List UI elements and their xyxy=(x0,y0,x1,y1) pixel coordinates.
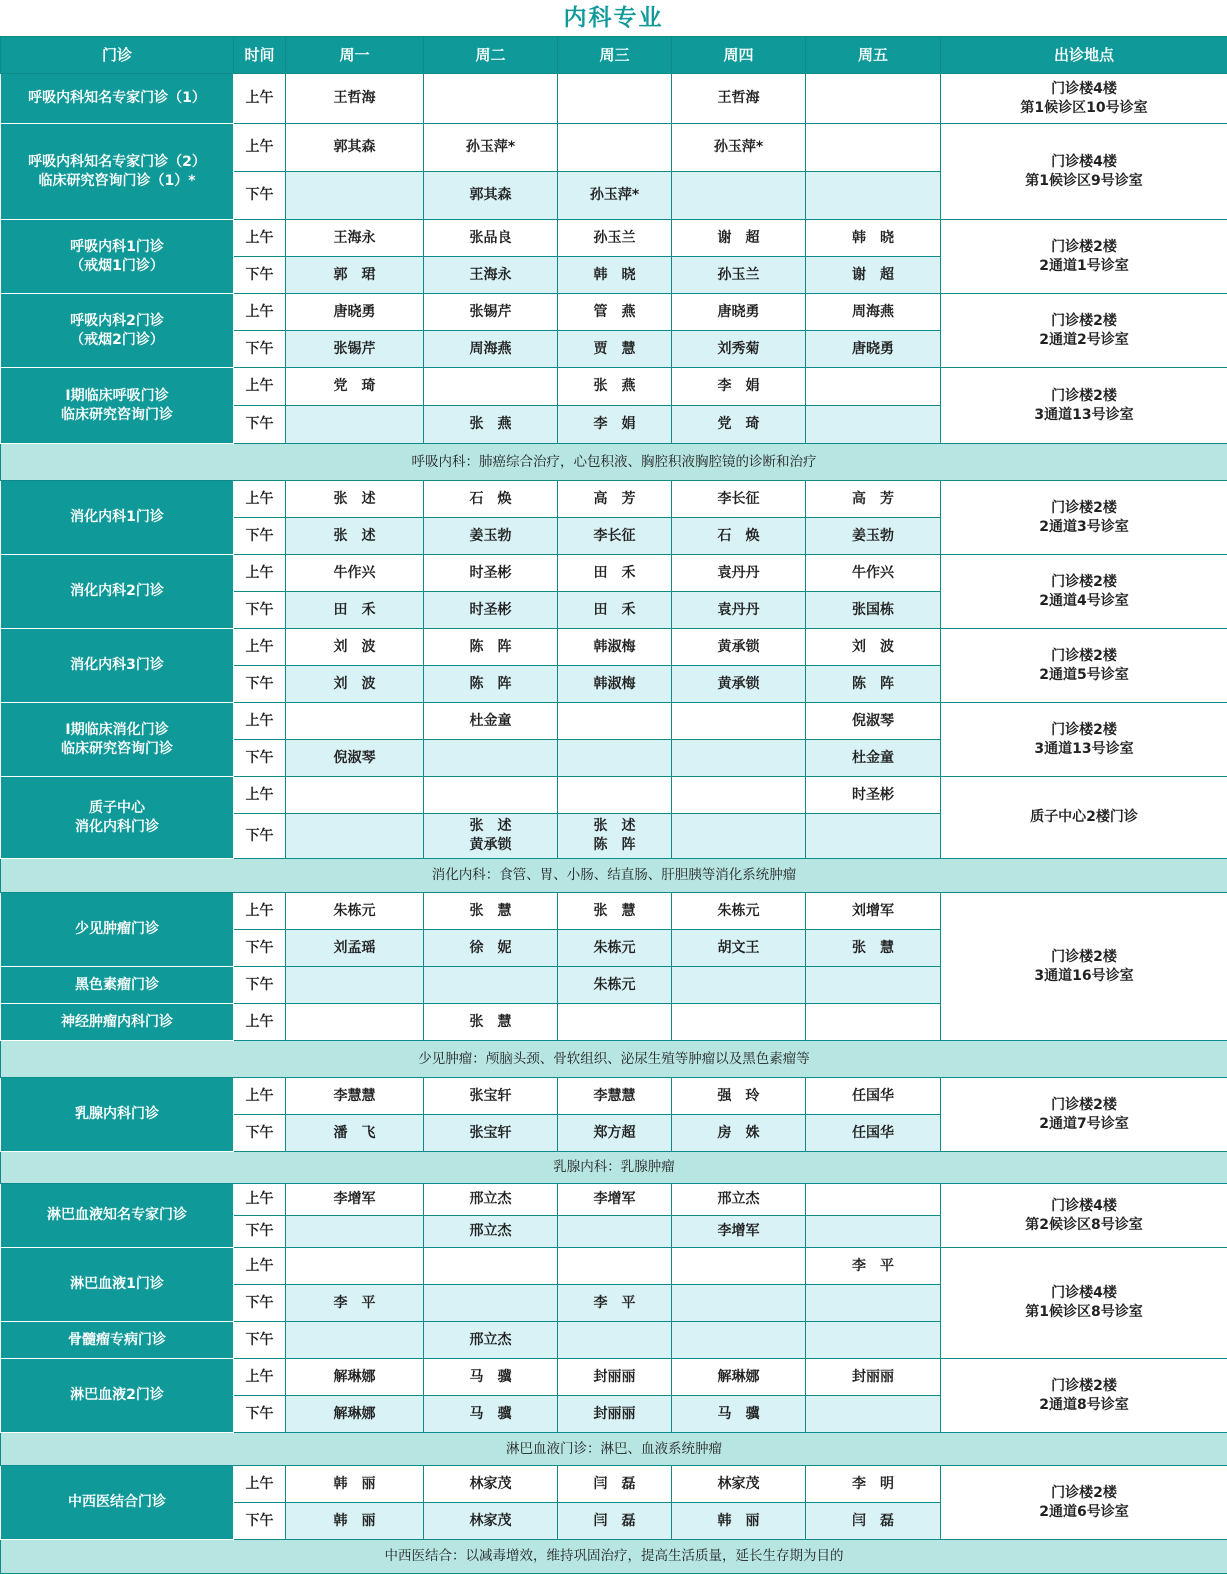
schedule-row xyxy=(1,777,1227,814)
schedule-row xyxy=(1,1466,1227,1503)
doctor-cell: 王海永 xyxy=(424,257,558,294)
specialty-note: 少见肿瘤：颅脑头颈、骨软组织、泌尿生殖等肿瘤以及黑色素瘤等 xyxy=(1,1041,1227,1078)
doctor-cell: 陈 阵 xyxy=(424,666,558,703)
doctor-cell xyxy=(806,1184,941,1216)
session-time: 下午 xyxy=(234,1396,286,1433)
doctor-cell xyxy=(672,1004,806,1041)
doctor-cell: 石 焕 xyxy=(424,481,558,518)
doctor-cell: 闫 磊 xyxy=(806,1503,941,1540)
doctor-cell: 孙玉兰 xyxy=(672,257,806,294)
doctor-cell: 刘孟瑶 xyxy=(286,930,424,967)
doctor-cell: 解琳娜 xyxy=(286,1396,424,1433)
clinic-name: 呼吸内科2门诊 （戒烟2门诊） xyxy=(1,294,234,368)
doctor-cell: 张锡芹 xyxy=(286,331,424,368)
doctor-cell: 周海燕 xyxy=(424,331,558,368)
session-time: 上午 xyxy=(234,893,286,930)
doctor-cell: 张宝轩 xyxy=(424,1115,558,1152)
doctor-cell: 郑方超 xyxy=(558,1115,672,1152)
doctor-cell: 闫 磊 xyxy=(558,1466,672,1503)
doctor-cell: 李增军 xyxy=(558,1184,672,1216)
clinic-name: 呼吸内科知名专家门诊（2） 临床研究咨询门诊（1）* xyxy=(1,124,234,220)
doctor-cell: 张 述 陈 阵 xyxy=(558,814,672,859)
clinic-name: 淋巴血液知名专家门诊 xyxy=(1,1184,234,1248)
doctor-cell xyxy=(424,1248,558,1285)
doctor-cell xyxy=(558,1322,672,1359)
clinic-name: 消化内科3门诊 xyxy=(1,629,234,703)
doctor-cell: 党 琦 xyxy=(672,406,806,444)
doctor-cell: 张品良 xyxy=(424,220,558,257)
doctor-cell: 张 慧 xyxy=(806,930,941,967)
doctor-cell: 李 娟 xyxy=(558,406,672,444)
header-wednesday: 周三 xyxy=(558,37,672,74)
doctor-cell xyxy=(672,172,806,220)
session-time: 下午 xyxy=(234,1285,286,1322)
doctor-cell: 邢立杰 xyxy=(672,1184,806,1216)
doctor-cell: 唐晓勇 xyxy=(806,331,941,368)
doctor-cell xyxy=(672,740,806,777)
session-time: 上午 xyxy=(234,481,286,518)
doctor-cell: 任国华 xyxy=(806,1115,941,1152)
clinic-name: 质子中心 消化内科门诊 xyxy=(1,777,234,859)
header-friday: 周五 xyxy=(806,37,941,74)
doctor-cell xyxy=(672,1322,806,1359)
session-time: 上午 xyxy=(234,1466,286,1503)
doctor-cell: 朱栋元 xyxy=(558,967,672,1004)
clinic-name: 骨髓瘤专病门诊 xyxy=(1,1322,234,1359)
session-time: 上午 xyxy=(234,1359,286,1396)
clinic-location: 门诊楼2楼 2通道4号诊室 xyxy=(941,555,1227,629)
schedule-row xyxy=(1,893,1227,930)
doctor-cell: 唐晓勇 xyxy=(286,294,424,331)
doctor-cell xyxy=(672,1248,806,1285)
schedule-row xyxy=(1,1078,1227,1115)
doctor-cell: 郭其森 xyxy=(424,172,558,220)
doctor-cell xyxy=(806,406,941,444)
clinic-location: 门诊楼2楼 2通道5号诊室 xyxy=(941,629,1227,703)
doctor-cell: 陈 阵 xyxy=(806,666,941,703)
clinic-name: 少见肿瘤门诊 xyxy=(1,893,234,967)
doctor-cell xyxy=(286,1004,424,1041)
doctor-cell: 倪淑琴 xyxy=(806,703,941,740)
doctor-cell: 孙玉萍* xyxy=(424,124,558,172)
doctor-cell: 李 平 xyxy=(286,1285,424,1322)
doctor-cell xyxy=(806,1004,941,1041)
doctor-cell: 王哲海 xyxy=(286,74,424,124)
header-monday: 周一 xyxy=(286,37,424,74)
doctor-cell: 周海燕 xyxy=(806,294,941,331)
doctor-cell: 李慧慧 xyxy=(286,1078,424,1115)
schedule-row xyxy=(1,555,1227,592)
doctor-cell: 杜金童 xyxy=(424,703,558,740)
doctor-cell xyxy=(424,1285,558,1322)
doctor-cell: 刘 波 xyxy=(286,666,424,703)
doctor-cell xyxy=(424,967,558,1004)
doctor-cell: 马 骥 xyxy=(424,1396,558,1433)
session-time: 上午 xyxy=(234,220,286,257)
specialty-note: 乳腺内科：乳腺肿瘤 xyxy=(1,1152,1227,1184)
doctor-cell: 李 平 xyxy=(806,1248,941,1285)
doctor-cell: 韩 晓 xyxy=(806,220,941,257)
doctor-cell xyxy=(286,703,424,740)
note-row xyxy=(1,1152,1227,1184)
clinic-location: 门诊楼2楼 2通道3号诊室 xyxy=(941,481,1227,555)
doctor-cell: 党 琦 xyxy=(286,368,424,406)
doctor-cell: 马 骥 xyxy=(424,1359,558,1396)
clinic-location: 门诊楼4楼 第1候诊区9号诊室 xyxy=(941,124,1227,220)
doctor-cell: 田 禾 xyxy=(286,592,424,629)
session-time: 上午 xyxy=(234,124,286,172)
clinic-location: 门诊楼4楼 第1候诊区10号诊室 xyxy=(941,74,1227,124)
doctor-cell: 姜玉勃 xyxy=(424,518,558,555)
schedule-row xyxy=(1,703,1227,740)
doctor-cell: 房 姝 xyxy=(672,1115,806,1152)
session-time: 上午 xyxy=(234,1248,286,1285)
header-thursday: 周四 xyxy=(672,37,806,74)
clinic-name: 呼吸内科知名专家门诊（1） xyxy=(1,74,234,124)
doctor-cell: 王海永 xyxy=(286,220,424,257)
doctor-cell: 潘 飞 xyxy=(286,1115,424,1152)
schedule-row xyxy=(1,629,1227,666)
doctor-cell: 张国栋 xyxy=(806,592,941,629)
schedule-row xyxy=(1,124,1227,172)
session-time: 下午 xyxy=(234,1322,286,1359)
session-time: 上午 xyxy=(234,74,286,124)
doctor-cell xyxy=(286,1248,424,1285)
header-clinic: 门诊 xyxy=(1,37,234,74)
doctor-cell xyxy=(286,967,424,1004)
doctor-cell: 邢立杰 xyxy=(424,1322,558,1359)
session-time: 上午 xyxy=(234,294,286,331)
doctor-cell: 郭其森 xyxy=(286,124,424,172)
doctor-cell: 陈 阵 xyxy=(424,629,558,666)
doctor-cell: 刘增军 xyxy=(806,893,941,930)
clinic-location: 门诊楼2楼 3通道13号诊室 xyxy=(941,368,1227,444)
doctor-cell: 时圣彬 xyxy=(424,592,558,629)
doctor-cell: 韩 丽 xyxy=(672,1503,806,1540)
session-time: 上午 xyxy=(234,777,286,814)
doctor-cell: 邢立杰 xyxy=(424,1216,558,1248)
clinic-name: 消化内科2门诊 xyxy=(1,555,234,629)
doctor-cell: 袁丹丹 xyxy=(672,555,806,592)
doctor-cell: 张 慧 xyxy=(424,893,558,930)
doctor-cell: 石 焕 xyxy=(672,518,806,555)
doctor-cell xyxy=(806,1396,941,1433)
doctor-cell: 郭 珺 xyxy=(286,257,424,294)
session-time: 上午 xyxy=(234,1078,286,1115)
doctor-cell: 孙玉兰 xyxy=(558,220,672,257)
doctor-cell: 任国华 xyxy=(806,1078,941,1115)
doctor-cell: 林家茂 xyxy=(424,1503,558,1540)
doctor-cell: 李 明 xyxy=(806,1466,941,1503)
page-title: 内科专业 xyxy=(0,0,1227,36)
session-time: 下午 xyxy=(234,257,286,294)
doctor-cell: 徐 妮 xyxy=(424,930,558,967)
clinic-location: 门诊楼2楼 2通道8号诊室 xyxy=(941,1359,1227,1433)
doctor-cell xyxy=(286,777,424,814)
doctor-cell xyxy=(286,1216,424,1248)
doctor-cell: 封丽丽 xyxy=(558,1396,672,1433)
doctor-cell: 韩 丽 xyxy=(286,1466,424,1503)
note-row xyxy=(1,1041,1227,1078)
doctor-cell xyxy=(558,777,672,814)
session-time: 下午 xyxy=(234,406,286,444)
doctor-cell: 张 燕 xyxy=(424,406,558,444)
doctor-cell: 封丽丽 xyxy=(558,1359,672,1396)
doctor-cell: 姜玉勃 xyxy=(806,518,941,555)
doctor-cell: 时圣彬 xyxy=(806,777,941,814)
schedule-row xyxy=(1,220,1227,257)
doctor-cell xyxy=(558,1004,672,1041)
doctor-cell: 王哲海 xyxy=(672,74,806,124)
doctor-cell: 强 玲 xyxy=(672,1078,806,1115)
doctor-cell xyxy=(558,703,672,740)
doctor-cell: 李增军 xyxy=(672,1216,806,1248)
session-time: 下午 xyxy=(234,172,286,220)
doctor-cell xyxy=(286,172,424,220)
doctor-cell: 李增军 xyxy=(286,1184,424,1216)
header-location: 出诊地点 xyxy=(941,37,1227,74)
doctor-cell: 倪淑琴 xyxy=(286,740,424,777)
session-time: 下午 xyxy=(234,1216,286,1248)
doctor-cell: 谢 超 xyxy=(806,257,941,294)
session-time: 下午 xyxy=(234,1115,286,1152)
doctor-cell xyxy=(558,740,672,777)
doctor-cell: 李长征 xyxy=(672,481,806,518)
clinic-name: 神经肿瘤内科门诊 xyxy=(1,1004,234,1041)
note-row xyxy=(1,444,1227,481)
doctor-cell: 袁丹丹 xyxy=(672,592,806,629)
doctor-cell xyxy=(672,777,806,814)
doctor-cell xyxy=(424,777,558,814)
doctor-cell: 田 禾 xyxy=(558,555,672,592)
session-time: 下午 xyxy=(234,331,286,368)
doctor-cell: 朱栋元 xyxy=(286,893,424,930)
schedule-row xyxy=(1,1359,1227,1396)
doctor-cell: 李长征 xyxy=(558,518,672,555)
clinic-location: 门诊楼2楼 3通道16号诊室 xyxy=(941,893,1227,1041)
doctor-cell: 韩 丽 xyxy=(286,1503,424,1540)
clinic-location: 门诊楼2楼 3通道13号诊室 xyxy=(941,703,1227,777)
doctor-cell: 朱栋元 xyxy=(672,893,806,930)
doctor-cell xyxy=(286,1322,424,1359)
doctor-cell xyxy=(806,172,941,220)
clinic-name: Ⅰ期临床呼吸门诊 临床研究咨询门诊 xyxy=(1,368,234,444)
clinic-location: 门诊楼2楼 2通道7号诊室 xyxy=(941,1078,1227,1152)
doctor-cell: 张 慧 xyxy=(558,893,672,930)
note-row xyxy=(1,1540,1227,1574)
doctor-cell: 张 述 xyxy=(286,481,424,518)
doctor-cell: 黄承锁 xyxy=(672,629,806,666)
header-time: 时间 xyxy=(234,37,286,74)
session-time: 上午 xyxy=(234,555,286,592)
session-time: 下午 xyxy=(234,1503,286,1540)
doctor-cell: 张 述 xyxy=(286,518,424,555)
session-time: 下午 xyxy=(234,967,286,1004)
doctor-cell: 高 芳 xyxy=(558,481,672,518)
doctor-cell: 韩 晓 xyxy=(558,257,672,294)
session-time: 下午 xyxy=(234,814,286,859)
clinic-name: Ⅰ期临床消化门诊 临床研究咨询门诊 xyxy=(1,703,234,777)
doctor-cell: 刘 波 xyxy=(286,629,424,666)
doctor-cell xyxy=(806,1216,941,1248)
doctor-cell: 张 慧 xyxy=(424,1004,558,1041)
doctor-cell xyxy=(558,74,672,124)
doctor-cell: 管 燕 xyxy=(558,294,672,331)
doctor-cell xyxy=(558,124,672,172)
clinic-name: 乳腺内科门诊 xyxy=(1,1078,234,1152)
doctor-cell xyxy=(672,967,806,1004)
doctor-cell xyxy=(806,1322,941,1359)
doctor-cell xyxy=(424,368,558,406)
note-row xyxy=(1,1433,1227,1466)
doctor-cell xyxy=(558,1216,672,1248)
session-time: 上午 xyxy=(234,368,286,406)
doctor-cell: 李慧慧 xyxy=(558,1078,672,1115)
doctor-cell: 朱栋元 xyxy=(558,930,672,967)
doctor-cell xyxy=(558,1248,672,1285)
doctor-cell xyxy=(806,967,941,1004)
session-time: 下午 xyxy=(234,666,286,703)
clinic-location: 门诊楼4楼 第1候诊区8号诊室 xyxy=(941,1248,1227,1359)
session-time: 下午 xyxy=(234,740,286,777)
doctor-cell: 解琳娜 xyxy=(672,1359,806,1396)
specialty-note: 消化内科：食管、胃、小肠、结直肠、肝胆胰等消化系统肿瘤 xyxy=(1,859,1227,893)
doctor-cell: 李 平 xyxy=(558,1285,672,1322)
doctor-cell: 林家茂 xyxy=(424,1466,558,1503)
doctor-cell: 孙玉萍* xyxy=(672,124,806,172)
doctor-cell: 林家茂 xyxy=(672,1466,806,1503)
doctor-cell: 田 禾 xyxy=(558,592,672,629)
session-time: 上午 xyxy=(234,703,286,740)
doctor-cell: 胡文王 xyxy=(672,930,806,967)
doctor-cell xyxy=(424,740,558,777)
session-time: 下午 xyxy=(234,518,286,555)
doctor-cell xyxy=(424,74,558,124)
clinic-name: 呼吸内科1门诊 （戒烟1门诊） xyxy=(1,220,234,294)
doctor-cell xyxy=(806,814,941,859)
clinic-location: 门诊楼2楼 2通道6号诊室 xyxy=(941,1466,1227,1540)
schedule-row xyxy=(1,368,1227,406)
doctor-cell: 解琳娜 xyxy=(286,1359,424,1396)
doctor-cell: 杜金童 xyxy=(806,740,941,777)
doctor-cell: 韩淑梅 xyxy=(558,666,672,703)
doctor-cell: 谢 超 xyxy=(672,220,806,257)
doctor-cell: 邢立杰 xyxy=(424,1184,558,1216)
doctor-cell xyxy=(286,406,424,444)
doctor-cell: 高 芳 xyxy=(806,481,941,518)
doctor-cell: 黄承锁 xyxy=(672,666,806,703)
doctor-cell: 时圣彬 xyxy=(424,555,558,592)
schedule-row xyxy=(1,1248,1227,1285)
doctor-cell: 闫 磊 xyxy=(558,1503,672,1540)
header-row xyxy=(1,37,1227,74)
clinic-name: 淋巴血液2门诊 xyxy=(1,1359,234,1433)
doctor-cell: 牛作兴 xyxy=(806,555,941,592)
doctor-cell: 韩淑梅 xyxy=(558,629,672,666)
schedule-table xyxy=(0,36,1227,1574)
clinic-location: 门诊楼2楼 2通道2号诊室 xyxy=(941,294,1227,368)
schedule-row xyxy=(1,74,1227,124)
doctor-cell: 张 述 黄承锁 xyxy=(424,814,558,859)
clinic-name: 消化内科1门诊 xyxy=(1,481,234,555)
clinic-name: 黑色素瘤门诊 xyxy=(1,967,234,1004)
doctor-cell xyxy=(806,1285,941,1322)
doctor-cell xyxy=(672,814,806,859)
schedule-body xyxy=(1,74,1227,1574)
doctor-cell: 贾 慧 xyxy=(558,331,672,368)
schedule-row xyxy=(1,1184,1227,1216)
doctor-cell xyxy=(672,1285,806,1322)
specialty-note: 淋巴血液门诊：淋巴、血液系统肿瘤 xyxy=(1,1433,1227,1466)
doctor-cell: 李 娟 xyxy=(672,368,806,406)
doctor-cell: 封丽丽 xyxy=(806,1359,941,1396)
session-time: 下午 xyxy=(234,592,286,629)
doctor-cell: 张锡芹 xyxy=(424,294,558,331)
note-row xyxy=(1,859,1227,893)
schedule-row xyxy=(1,294,1227,331)
doctor-cell: 牛作兴 xyxy=(286,555,424,592)
clinic-location: 门诊楼2楼 2通道1号诊室 xyxy=(941,220,1227,294)
session-time: 上午 xyxy=(234,1004,286,1041)
doctor-cell: 孙玉萍* xyxy=(558,172,672,220)
doctor-cell xyxy=(806,368,941,406)
clinic-name: 中西医结合门诊 xyxy=(1,1466,234,1540)
doctor-cell xyxy=(806,74,941,124)
doctor-cell xyxy=(286,814,424,859)
doctor-cell: 刘秀菊 xyxy=(672,331,806,368)
specialty-note: 呼吸内科：肺癌综合治疗，心包积液、胸腔积液胸腔镜的诊断和治疗 xyxy=(1,444,1227,481)
doctor-cell xyxy=(806,124,941,172)
clinic-location: 质子中心2楼门诊 xyxy=(941,777,1227,859)
doctor-cell: 张 燕 xyxy=(558,368,672,406)
schedule-row xyxy=(1,481,1227,518)
doctor-cell: 刘 波 xyxy=(806,629,941,666)
clinic-location: 门诊楼4楼 第2候诊区8号诊室 xyxy=(941,1184,1227,1248)
session-time: 上午 xyxy=(234,1184,286,1216)
doctor-cell xyxy=(672,703,806,740)
doctor-cell: 张宝轩 xyxy=(424,1078,558,1115)
doctor-cell: 马 骥 xyxy=(672,1396,806,1433)
specialty-note: 中西医结合：以减毒增效，维持巩固治疗，提高生活质量，延长生存期为目的 xyxy=(1,1540,1227,1574)
header-tuesday: 周二 xyxy=(424,37,558,74)
doctor-cell: 唐晓勇 xyxy=(672,294,806,331)
clinic-name: 淋巴血液1门诊 xyxy=(1,1248,234,1322)
session-time: 下午 xyxy=(234,930,286,967)
session-time: 上午 xyxy=(234,629,286,666)
